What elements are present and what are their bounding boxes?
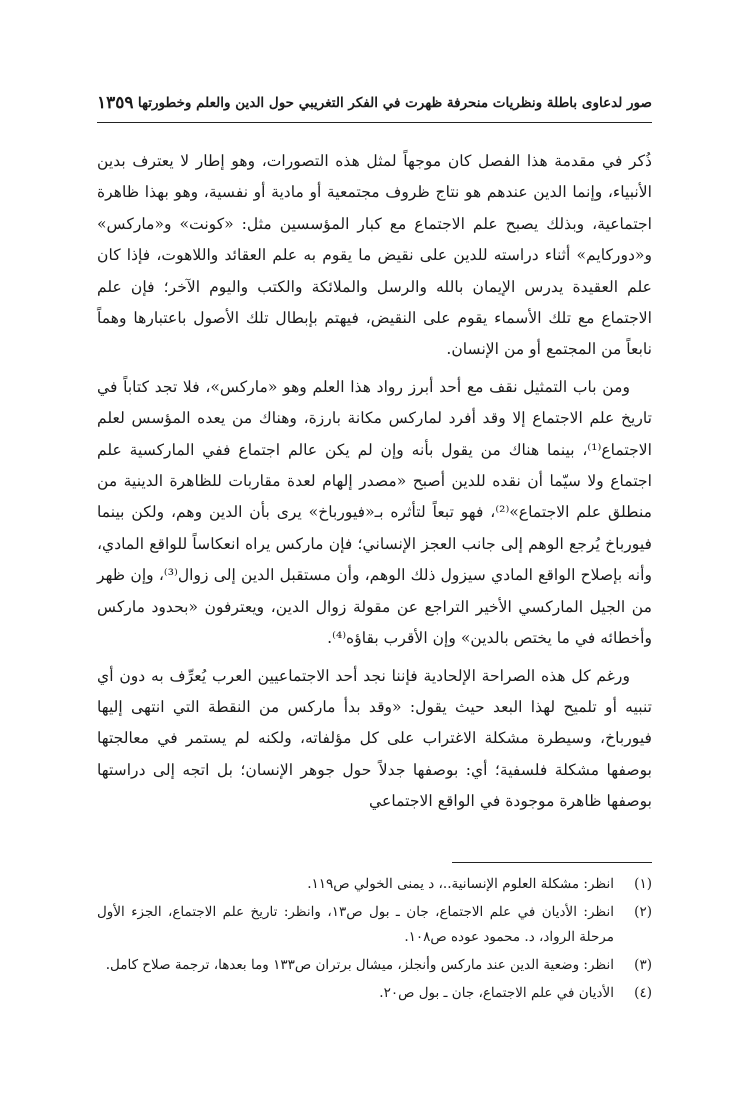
paragraph-2-text: ومن باب التمثيل نقف مع أحد أبرز رواد هذا العلم وهو «ماركس»، فلا تجد كتاباً في تاريخ علم الاجتماع إلا وقد أفرد لماركس مكانة بارزة، وهناك من يعده المؤسس لعلم الاجتماع⁽¹⁾، بينما هناك من يقول بأنه وإن لم يكن عالم اجتماع ففي الماركسية علم اجتماع ولا سيّما أن نقده للدين أصبح «مصدر إلهام لعدة مقاربات للظاهرة الدينية من منطلق علم الاجتماع»⁽²⁾، فهو تبعاً لتأثره بـ«فيورباخ» يرى بأن الدين وهم، ولكن بينما فيورباخ يُرجع الوهم إلى جانب العجز الإنساني؛ فإن ماركس يراه انعكاساً للواقع المادي، وأنه بإصلاح الواقع المادي سيزول ذلك الوهم، وأن مستقبل الدين إلى زوال⁽³⁾، وإن ظهر من الجيل الماركسي الأخير التراجع عن مقولة زوال الدين، ويعترفون «بحدود ماركس وأخطائه في ما يختص بالدين» وإن الأقرب بقاؤه⁽⁴⁾.: [97, 377, 653, 648]
footnote-text: انظر: مشكلة العلوم الإنسانية..، د يمنى الخولي ص١١٩.: [307, 876, 614, 892]
paragraph-3: [97, 661, 652, 818]
footnote-1: [97, 872, 652, 897]
paragraph-3-text: ورغم كل هذه الصراحة الإلحادية فإننا نجد أحد الاجتماعيين العرب يُعرِّف به دون أي تنبيه أو تلميح لهذا البعد حيث يقول: «وقد بدأ ماركس من النقطة التي انتهى إليها فيورباخ، وسيطرة مشكلة الاغتراب على كل مؤلفاته، ولكنه لم يستمر في معالجتها بوصفها مشكلة فلسفية؛ أي: بوصفها جدلاً حول جوهر الإنسان؛ بل اتجه إلى دراستها بوصفها ظاهرة موجودة في الواقع الاجتماعي: [97, 666, 652, 811]
footnotes: [97, 872, 652, 1009]
paragraph-1: ذُكر في مقدمة هذا الفصل كان موجهاً لمثل هذه التصورات، وهو إطار لا يعترف بدين الأنبياء، وإنما الدين عندهم هو نتاج ظروف مجتمعية أو مادية أو نفسية، وهو بهذا ظاهرة اجتماعية، وبذلك يصبح علم الاجتماع مع كبار المؤسسين مثل: «كونت» و«ماركس» و«دوركايم» أثناء دراسته للدين على نقيض ما يقوم به علم العقائد واللاهوت، فإذا كان علم العقيدة يدرس الإيمان بالله والرسل والملائكة والكتب واليوم الآخر؛ فإن علم الاجتماع مع تلك الأسماء يقوم على النقيض، فيهتم بإبطال تلك الأصول باعتبارها وهماً نابعاً من المجتمع أو من الإنسان.: [97, 152, 652, 359]
running-header: [97, 86, 652, 120]
footnote-separator: [452, 862, 652, 863]
footnote-text: انظر: الأديان في علم الاجتماع، جان ـ بول ص١٣، وانظر: تاريخ علم الاجتماع، الجزء الأول مرحلة الرواد، د. محمود عوده ص١٠٨.: [97, 904, 614, 945]
footnote-number: (٣): [634, 957, 652, 973]
footnote-3: [97, 953, 652, 978]
paragraph-2: [97, 372, 652, 655]
footnote-text: انظر: وضعية الدين عند ماركس وأنجلز، ميشال برتران ص١٣٣ وما بعدها، ترجمة صلاح كامل.: [105, 957, 614, 973]
running-header-title: صور لدعاوى باطلة ونظريات منحرفة ظهرت في الفكر التغريبي حول الدين والعلم وخطورتها: [137, 95, 652, 111]
main-text: [97, 146, 652, 824]
footnote-number: (٢): [634, 904, 652, 920]
footnote-4: [97, 981, 652, 1006]
footnote-2: [97, 900, 652, 950]
footnote-number: (٤): [634, 985, 652, 1001]
page-number: ١٣٥٩: [97, 93, 134, 113]
footnote-text: الأديان في علم الاجتماع، جان ـ بول ص٢٠.: [379, 985, 614, 1001]
header-rule: [97, 122, 652, 123]
footnote-number: (١): [634, 876, 652, 892]
book-page: [97, 86, 652, 1086]
